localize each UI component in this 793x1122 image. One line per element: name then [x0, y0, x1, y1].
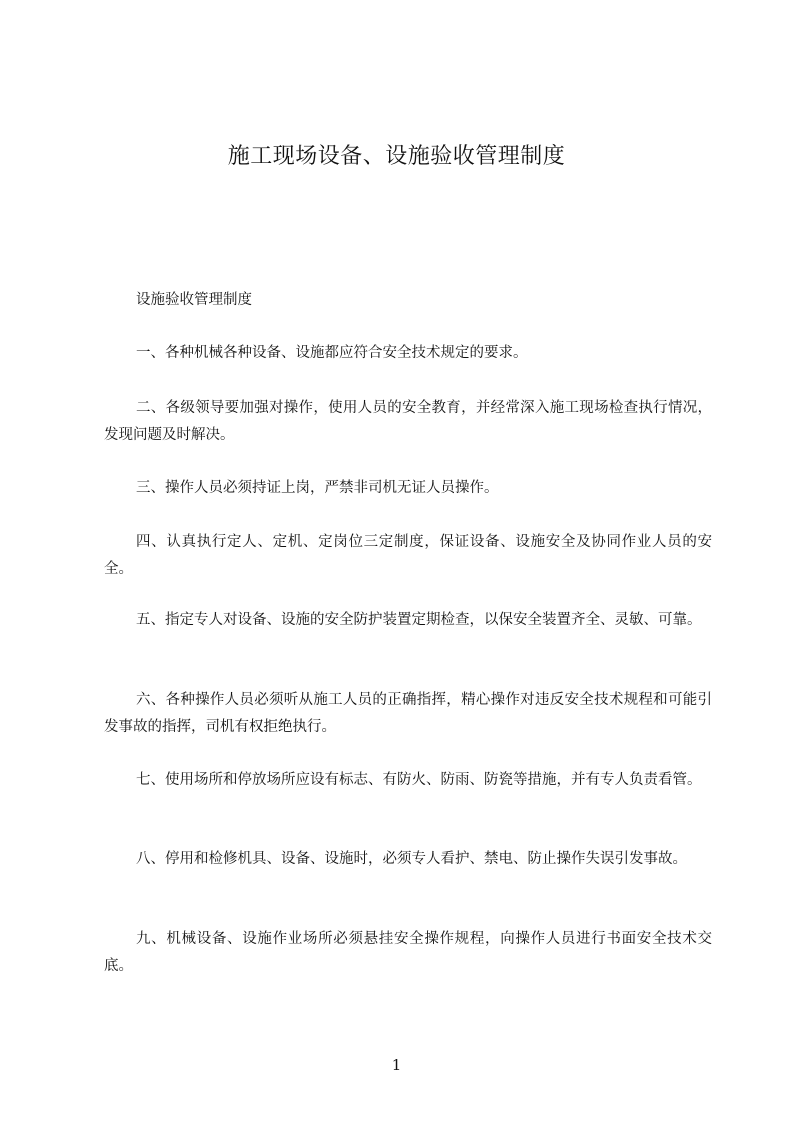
paragraph-9: 九、机械设备、设施作业场所必须悬挂安全操作规程，向操作人员进行书面安全技术交底。: [104, 931, 712, 974]
paragraph-7: 七、使用场所和停放场所应设有标志、有防火、防雨、防瓷等措施，并有专人负责看管。: [136, 772, 702, 788]
page-number: 1: [391, 1056, 402, 1074]
paragraph-4: 四、认真执行定人、定机、定岗位三定制度，保证设备、设施安全及协同作业人员的安全。: [104, 534, 712, 577]
paragraph-1: 一、各种机械各种设备、设施都应符合安全技术规定的要求。: [136, 345, 528, 361]
paragraph-6: 六、各种操作人员必须听从施工人员的正确指挥，精心操作对违反安全技术规程和可能引发事故的指挥，司机有权拒绝执行。: [104, 692, 712, 735]
section-subtitle: 设施验收管理制度: [136, 292, 252, 308]
paragraph-8: 八、停用和检修机具、设备、设施时，必须专人看护、禁电、防止操作失误引发事故。: [136, 851, 687, 867]
document-title: 施工现场设备、设施验收管理制度: [227, 144, 566, 169]
paragraph-2: 二、各级领导要加强对操作，使用人员的安全教育，并经常深入施工现场检查执行情况，发现问题及时解决。: [104, 400, 712, 443]
paragraph-5: 五、指定专人对设备、设施的安全防护装置定期检查，以保安全装置齐全、灵敏、可靠。: [136, 612, 702, 628]
paragraph-3: 三、操作人员必须持证上岗，严禁非司机无证人员操作。: [136, 480, 499, 496]
